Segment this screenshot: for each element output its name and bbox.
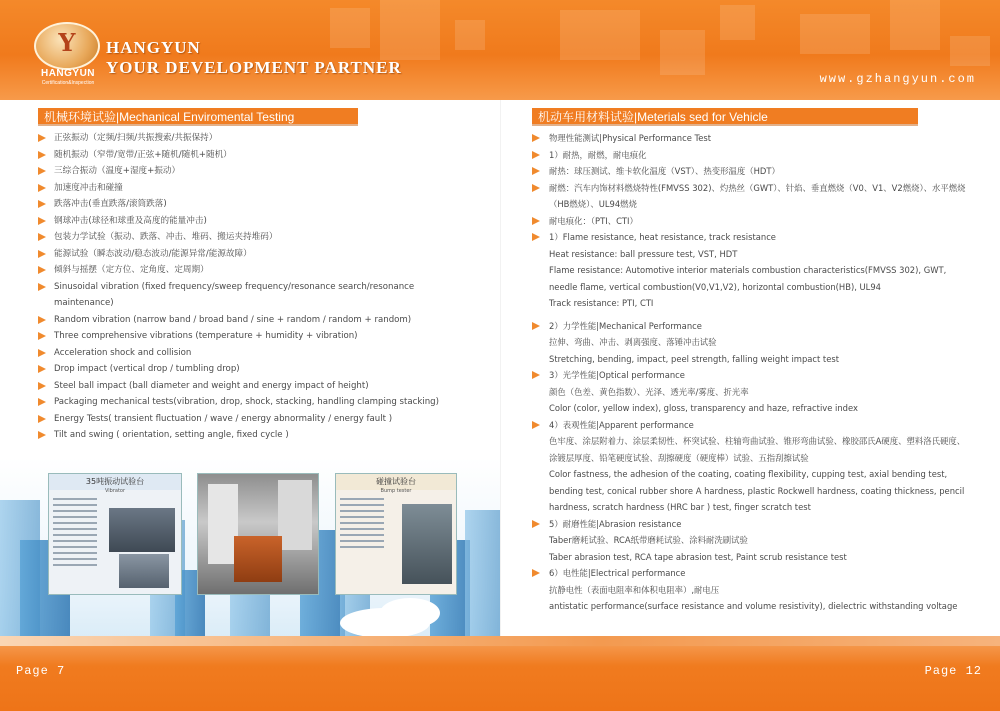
list-item: [38, 427, 448, 444]
list-item-text: 钢球冲击(球径和球重及高度的能量冲击): [54, 215, 207, 226]
arrow-bullet-icon: [38, 151, 46, 159]
list-item-text: 2）力学性能|Mechanical Performance: [549, 320, 702, 331]
list-item: [38, 361, 448, 378]
brand-title: [106, 38, 402, 78]
company-logo: [34, 22, 100, 88]
arrow-bullet-icon: [38, 184, 46, 192]
list-item-text: Random vibration (narrow band / broad band / sine + random / random + random): [54, 314, 412, 325]
list-item: [38, 196, 448, 213]
list-item-text: Color fastness, the adhesion of the coating, coating flexibility, cupping test, axial bending test, bending test, conical rubber shore A hardness, plastic Rockwell hardness, coating thickness, pencil hardness, scratch hardness (HRC bar ) test, finger scratch test: [549, 469, 965, 512]
list-item-text: 1）Flame resistance, heat resistance, track resistance: [549, 232, 776, 242]
list-item: [38, 279, 448, 312]
logo-mark: Y: [58, 28, 76, 57]
list-item-text: Taber abrasion test, RCA tape abrasion test, Paint scrub resistance test: [549, 551, 847, 562]
list-item: [532, 262, 972, 295]
vibrator-photo: [48, 473, 182, 595]
list-item: [38, 229, 448, 246]
arrow-bullet-icon: [38, 217, 46, 225]
bump-tester-photo-subtitle: Bump tester: [380, 488, 412, 494]
arrow-bullet-icon: [532, 322, 540, 330]
list-item: [532, 417, 972, 434]
arrow-bullet-icon: [38, 167, 46, 175]
list-item: [532, 180, 972, 213]
list-item: [532, 516, 972, 533]
list-item-text: Tilt and swing ( orientation, setting angle, fixed cycle ): [54, 430, 289, 440]
list-item-text: Energy Tests( transient fluctuation / wave / energy abnormality / energy fault ): [54, 413, 393, 424]
list-item: [38, 180, 448, 197]
list-item-text: 3）光学性能|Optical performance: [549, 370, 685, 380]
control-cabinet: [278, 480, 312, 550]
left-section-heading: 机械环境试验|Mechanical Enviromental Testing: [38, 108, 358, 126]
list-item-text: 能源试验（瞬态波动/稳态波动/能源异常/能源故障）: [54, 248, 252, 259]
arrow-bullet-icon: [38, 332, 46, 340]
bump-tester-photo: [335, 473, 457, 595]
list-item-text: Acceleration shock and collision: [54, 347, 192, 358]
arrow-bullet-icon: [532, 184, 540, 192]
list-item: [532, 213, 972, 230]
spec-table: [53, 498, 97, 570]
list-item-text: 6）电性能|Electrical performance: [549, 568, 686, 578]
list-item: [532, 598, 972, 615]
list-item-text: Steel ball impact (ball diameter and weight and energy impact of height): [54, 380, 369, 391]
list-item: [532, 246, 972, 263]
list-item: [532, 295, 972, 312]
arrow-bullet-icon: [532, 569, 540, 577]
list-item-text: 耐热：球压测试、维卡软化温度（VST）、热变形温度（HDT）: [549, 166, 780, 176]
vibrator-photo-subtitle: Vibrator: [104, 488, 126, 494]
list-item: [532, 549, 972, 566]
cloud: [380, 598, 440, 628]
list-item-text: 跌落冲击(垂直跌落/滚筒跌落): [54, 199, 167, 209]
list-item-text: 5）耐磨性能|Abrasion resistance: [549, 518, 682, 529]
arrow-bullet-icon: [38, 316, 46, 324]
arrow-bullet-icon: [532, 151, 540, 159]
list-item-text: Stretching, bending, impact, peel strength, falling weight impact test: [549, 353, 840, 364]
list-item-text: 耐电痕化：（PTI、CTI）: [549, 215, 638, 226]
arrow-bullet-icon: [532, 371, 540, 379]
mechanical-testing-list: [38, 130, 448, 444]
list-item: [38, 394, 448, 411]
arrow-bullet-icon: [38, 134, 46, 142]
list-item: [532, 334, 972, 351]
page-divider: [500, 100, 501, 636]
list-item-text: Taber磨耗试验、RCA纸带磨耗试验、涂料耐洗刷试验: [549, 535, 748, 545]
list-item-text: Packaging mechanical tests(vibration, drop, shock, stacking, handling clamping stacking): [54, 397, 439, 407]
list-item-text: 4）表观性能|Apparent performance: [549, 419, 694, 430]
list-item-text: 倾斜与摇摆（定方位、定角度、定周期）: [54, 265, 209, 275]
arrow-bullet-icon: [532, 421, 540, 429]
arrow-bullet-icon: [38, 415, 46, 423]
brand-line-1: HANGYUN: [106, 38, 201, 57]
list-item: [38, 411, 448, 428]
list-item: [38, 312, 448, 329]
arrow-bullet-icon: [38, 233, 46, 241]
list-item: [38, 213, 448, 230]
list-item-text: Drop impact (vertical drop / tumbling drop): [54, 364, 240, 374]
arrow-bullet-icon: [38, 382, 46, 390]
arrow-bullet-icon: [38, 283, 46, 291]
footer-band: [0, 636, 1000, 711]
list-item: [38, 345, 448, 362]
list-item: [532, 384, 972, 401]
list-item: [532, 565, 972, 582]
list-item: [38, 378, 448, 395]
vibrator-machine: [109, 508, 175, 552]
arrow-bullet-icon: [532, 134, 540, 142]
vibration-table: [234, 536, 282, 582]
vibrator-base: [119, 554, 169, 588]
list-item-text: 拉伸、弯曲、冲击、剥离强度、落锤冲击试验: [549, 337, 717, 347]
website-url[interactable]: www.gzhangyun.com: [819, 72, 976, 86]
list-item: [38, 262, 448, 279]
list-item: [38, 130, 448, 147]
arrow-bullet-icon: [532, 233, 540, 241]
list-item-text: 1）耐热，耐燃，耐电痕化: [549, 149, 647, 160]
list-item-text: 抗静电性（表面电阻率和体积电阻率）,耐电压: [549, 584, 720, 595]
list-item: [532, 130, 972, 147]
arrow-bullet-icon: [38, 398, 46, 406]
list-item: [38, 147, 448, 164]
list-item-text: 颜色（色差、黄色指数）、光泽、透光率/雾度、折光率: [549, 386, 749, 397]
list-item-text: 正弦振动（定频/扫频/共振搜索/共振保持）: [54, 133, 218, 143]
arrow-bullet-icon: [38, 250, 46, 258]
list-item: [532, 367, 972, 384]
footer-highlight: [0, 636, 1000, 646]
bump-tester-machine: [402, 504, 452, 584]
header-band: [0, 0, 1000, 100]
list-item: [38, 246, 448, 263]
list-item: [38, 163, 448, 180]
list-item-text: Track resistance: PTI, CTI: [549, 298, 654, 308]
list-item-text: 随机振动（窄带/宽带/正弦+随机/随机+随机）: [54, 149, 232, 160]
page-number-right: Page 12: [924, 664, 982, 678]
list-item: [532, 400, 972, 417]
list-item: [532, 466, 972, 516]
list-item-text: 耐燃：汽车内饰材料燃烧特性(FMVSS 302)、灼热丝（GWT）、针焰、垂直燃烧（V0、V1、V2燃烧）、水平燃烧（HB燃烧）、UL94燃烧: [549, 182, 966, 209]
building: [465, 510, 500, 650]
list-item: [532, 582, 972, 599]
list-item: [532, 318, 972, 335]
list-item-text: 包装力学试验（振动、跌落、冲击、堆码、搬运夹持堆码）: [54, 232, 278, 242]
list-item-text: 物理性能测试|Physical Performance Test: [549, 133, 712, 143]
page-number-left: Page 7: [16, 664, 66, 678]
vehicle-materials-list: [532, 130, 972, 615]
brand-line-2: YOUR DEVELOPMENT PARTNER: [106, 58, 402, 77]
list-item: [532, 147, 972, 164]
list-item-text: Sinusoidal vibration (fixed frequency/sweep frequency/resonance search/resonance maintenance): [54, 281, 415, 308]
vibrator-photo-title: 35吨振动试验台: [49, 474, 181, 490]
list-item-text: Color (color, yellow index), gloss, transparency and haze, refractive index: [549, 403, 858, 413]
lab-equipment-photo: [197, 473, 319, 595]
arrow-bullet-icon: [532, 167, 540, 175]
bump-tester-photo-title: 碰撞试验台: [336, 474, 456, 490]
list-item-text: Heat resistance: ball pressure test, VST, HDT: [549, 248, 738, 259]
list-item: [532, 163, 972, 180]
arrow-bullet-icon: [532, 217, 540, 225]
arrow-bullet-icon: [38, 365, 46, 373]
list-item: [532, 532, 972, 549]
right-section-heading: 机动车用材料试验|Meterials sed for Vehicle: [532, 108, 918, 126]
list-item-text: antistatic performance(surface resistance and volume resistivity), dielectric withstanding voltage: [549, 601, 958, 611]
arrow-bullet-icon: [38, 266, 46, 274]
list-item-text: 三综合振动（温度+湿度+振动）: [54, 166, 181, 176]
list-item: [532, 433, 972, 466]
list-item-text: Three comprehensive vibrations (temperature + humidity + vibration): [54, 331, 358, 341]
arrow-bullet-icon: [38, 200, 46, 208]
list-item: [532, 351, 972, 368]
list-item-text: 色牢度、涂层附着力、涂层柔韧性、杯突试验、柱轴弯曲试验、锥形弯曲试验、橡胶邵氏A硬度、塑料洛氏硬度、涂镀层厚度、铅笔硬度试验、刮擦硬度（硬度棒）试验、五指刮擦试验: [549, 436, 966, 463]
arrow-bullet-icon: [532, 520, 540, 528]
logo-subtitle: Certification&Inspection: [41, 80, 95, 86]
list-item: [532, 229, 972, 246]
spec-table: [340, 498, 384, 552]
list-item-text: 加速度冲击和碰撞: [54, 182, 123, 193]
logo-name: HANGYUN: [40, 68, 96, 79]
arrow-bullet-icon: [38, 431, 46, 439]
list-item: [38, 328, 448, 345]
list-item-text: Flame resistance: Automotive interior materials combustion characteristics(FMVSS 302), GWT, needle flame, vertical combustion(V0,V1,V2), horizontal combustion(HB), UL94: [549, 265, 947, 292]
arrow-bullet-icon: [38, 349, 46, 357]
